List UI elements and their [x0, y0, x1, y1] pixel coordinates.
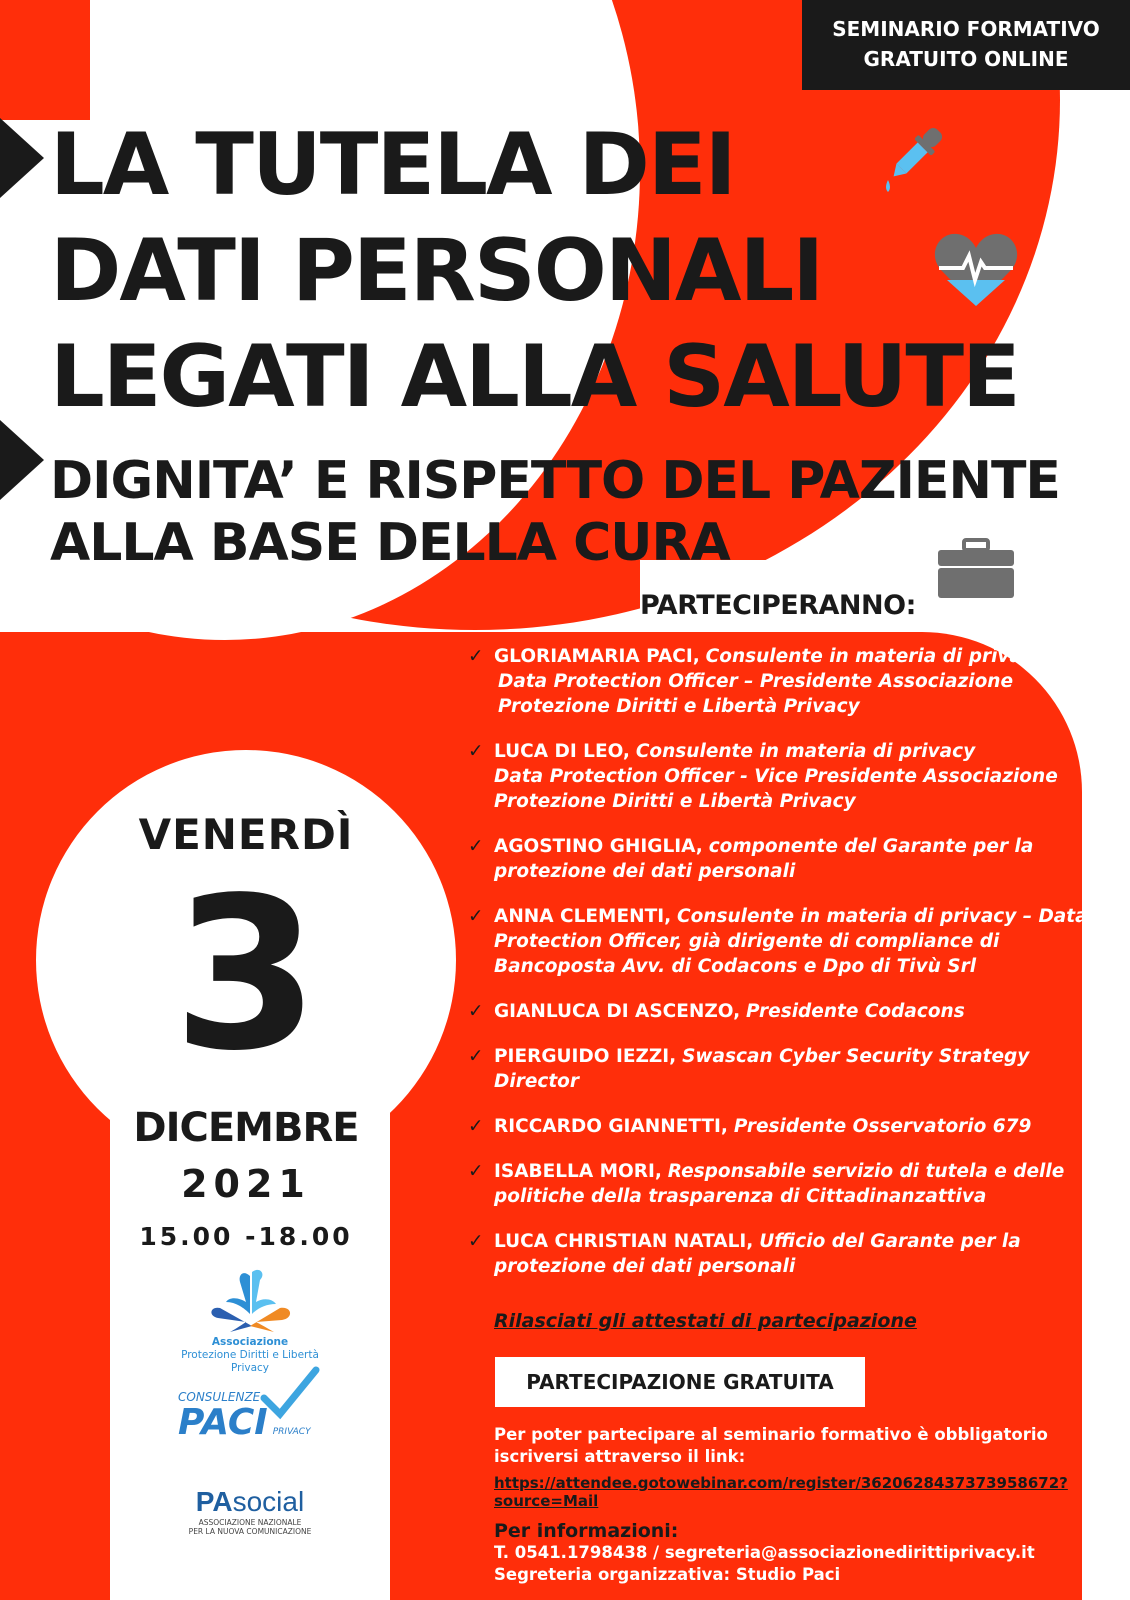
contact-info — [494, 1520, 1035, 1586]
speaker-role: Presidente Osservatorio 679 — [733, 1116, 1032, 1137]
check-icon: ✓ — [468, 1231, 484, 1252]
registration-text: Per poter partecipare al seminario formativo è obbligatorio iscriversi attraverso il link: — [494, 1425, 1048, 1466]
subtitle-arrow-icon — [0, 420, 44, 500]
association-logo — [160, 1268, 340, 1375]
speaker-role: Consulente in materia di privacy — [635, 741, 976, 762]
briefcase-icon — [938, 538, 1014, 600]
speaker-role: Ufficio del Garante per la protezione dei dati personali — [494, 1231, 1021, 1277]
speaker-role: Swascan Cyber Security Strategy Director — [494, 1046, 1030, 1092]
pasocial-pa: PA — [195, 1486, 233, 1517]
subtitle-line-1: DIGNITA’ E RISPETTO DEL PAZIENTE — [50, 451, 1060, 511]
list-item — [468, 1044, 1088, 1094]
speaker-role-extra: Data Protection Officer – Presidente Associazione Protezione Diritti e Libertà Privacy — [498, 671, 1014, 717]
speaker-name: LUCA DI LEO, — [494, 741, 630, 762]
speaker-name: ANNA CLEMENTI, — [494, 906, 672, 927]
check-icon: ✓ — [468, 1116, 484, 1137]
list-item — [468, 834, 1088, 884]
consulenze-paci-logo — [178, 1390, 358, 1442]
hands-logo-icon — [200, 1268, 300, 1332]
list-item — [468, 1114, 1088, 1139]
speaker-name: AGOSTINO GHIGLIA, — [494, 836, 703, 857]
speaker-name: GLORIAMARIA PACI, — [494, 646, 700, 667]
contact-line-1: T. 0541.1798438 / segreteria@associazionedirittiprivacy.it — [494, 1543, 1035, 1562]
check-icon: ✓ — [468, 1001, 484, 1022]
registration-link[interactable]: https://attendee.gotowebinar.com/register/3620628437373958672?source=Mail — [494, 1474, 1068, 1510]
pasocial-sub-2: PER LA NUOVA COMUNICAZIONE — [188, 1527, 312, 1536]
title-line-2: DATI PERSONALI — [50, 221, 823, 321]
seminar-badge — [802, 0, 1130, 90]
speaker-name: LUCA CHRISTIAN NATALI, — [494, 1231, 754, 1252]
speaker-role-extra: Data Protection Officer - Vice Presidente Associazione Protezione Diritti e Libertà Privacy — [494, 766, 1058, 812]
speaker-role: Presidente Codacons — [746, 1001, 965, 1022]
assoc-logo-line-3: Privacy — [230, 1362, 270, 1374]
event-year: 2021 — [181, 1162, 311, 1206]
participants-heading: PARTECIPERANNO: — [640, 590, 916, 621]
title-arrow-icon — [0, 118, 44, 198]
badge-line-2: GRATUITO ONLINE — [863, 47, 1069, 71]
check-icon: ✓ — [468, 646, 484, 667]
list-item — [468, 999, 1088, 1024]
event-month: DICEMBRE — [133, 1105, 359, 1151]
check-icon: ✓ — [468, 836, 484, 857]
speaker-role: Responsabile servizio di tutela e delle politiche della trasparenza di Cittadinanzattiva — [494, 1161, 1065, 1207]
pasocial-sub-1: ASSOCIAZIONE NAZIONALE — [198, 1518, 302, 1527]
paci-label: PACI — [178, 1402, 268, 1443]
pasocial-social: social — [232, 1486, 305, 1517]
list-item — [468, 1159, 1088, 1209]
list-item — [468, 739, 1088, 814]
background-corner — [0, 0, 90, 120]
speaker-name: ISABELLA MORI, — [494, 1161, 662, 1182]
event-time: 15.00 -18.00 — [139, 1222, 353, 1251]
heart-pulse-icon — [933, 230, 1019, 308]
speaker-name: GIANLUCA DI ASCENZO, — [494, 1001, 741, 1022]
speaker-name: RICCARDO GIANNETTI, — [494, 1116, 728, 1137]
check-icon: ✓ — [468, 741, 484, 762]
assoc-logo-line-1: Associazione — [211, 1336, 289, 1348]
free-participation-button[interactable]: PARTECIPAZIONE GRATUITA — [495, 1357, 865, 1407]
badge-line-1: SEMINARIO FORMATIVO — [832, 17, 1100, 41]
check-icon: ✓ — [468, 906, 484, 927]
privacy-label: PRIVACY — [272, 1427, 311, 1437]
check-mark-icon — [260, 1364, 320, 1424]
contact-line-2: Segreteria organizzativa: Studio Paci — [494, 1565, 841, 1584]
title-line-1: LA TUTELA DEI — [50, 115, 735, 215]
event-date: 3 — [172, 852, 320, 1097]
list-item — [468, 904, 1088, 979]
pasocial-logo — [160, 1486, 340, 1536]
check-icon: ✓ — [468, 1161, 484, 1182]
title-line-3: LEGATI ALLA SALUTE — [50, 327, 1019, 427]
speaker-role: Consulente in materia di privacy – Data Protection Officer, già dirigente di compliance di Bancoposta Avv. di Codacons e Dpo di Tivù Srl — [494, 906, 1088, 977]
dropper-icon — [876, 118, 948, 200]
assoc-logo-line-2: Protezione Diritti e Libertà — [181, 1349, 319, 1361]
speaker-role: componente del Garante per la protezione dei dati personali — [494, 836, 1034, 882]
event-day: VENERDÌ — [138, 810, 354, 859]
subtitle-line-2: ALLA BASE DELLA CURA — [50, 513, 730, 573]
speaker-list — [468, 644, 1088, 1299]
speaker-role: Consulente in materia di privacy — [705, 646, 1045, 667]
list-item — [468, 1229, 1088, 1279]
consulenze-label: CONSULENZE — [178, 1390, 261, 1404]
speaker-name: PIERGUIDO IEZZI, — [494, 1046, 677, 1067]
certificates-note: Rilasciati gli attestati di partecipazione — [494, 1310, 917, 1332]
check-icon: ✓ — [468, 1046, 484, 1067]
contact-label: Per informazioni: — [494, 1520, 679, 1542]
list-item — [468, 644, 1088, 719]
